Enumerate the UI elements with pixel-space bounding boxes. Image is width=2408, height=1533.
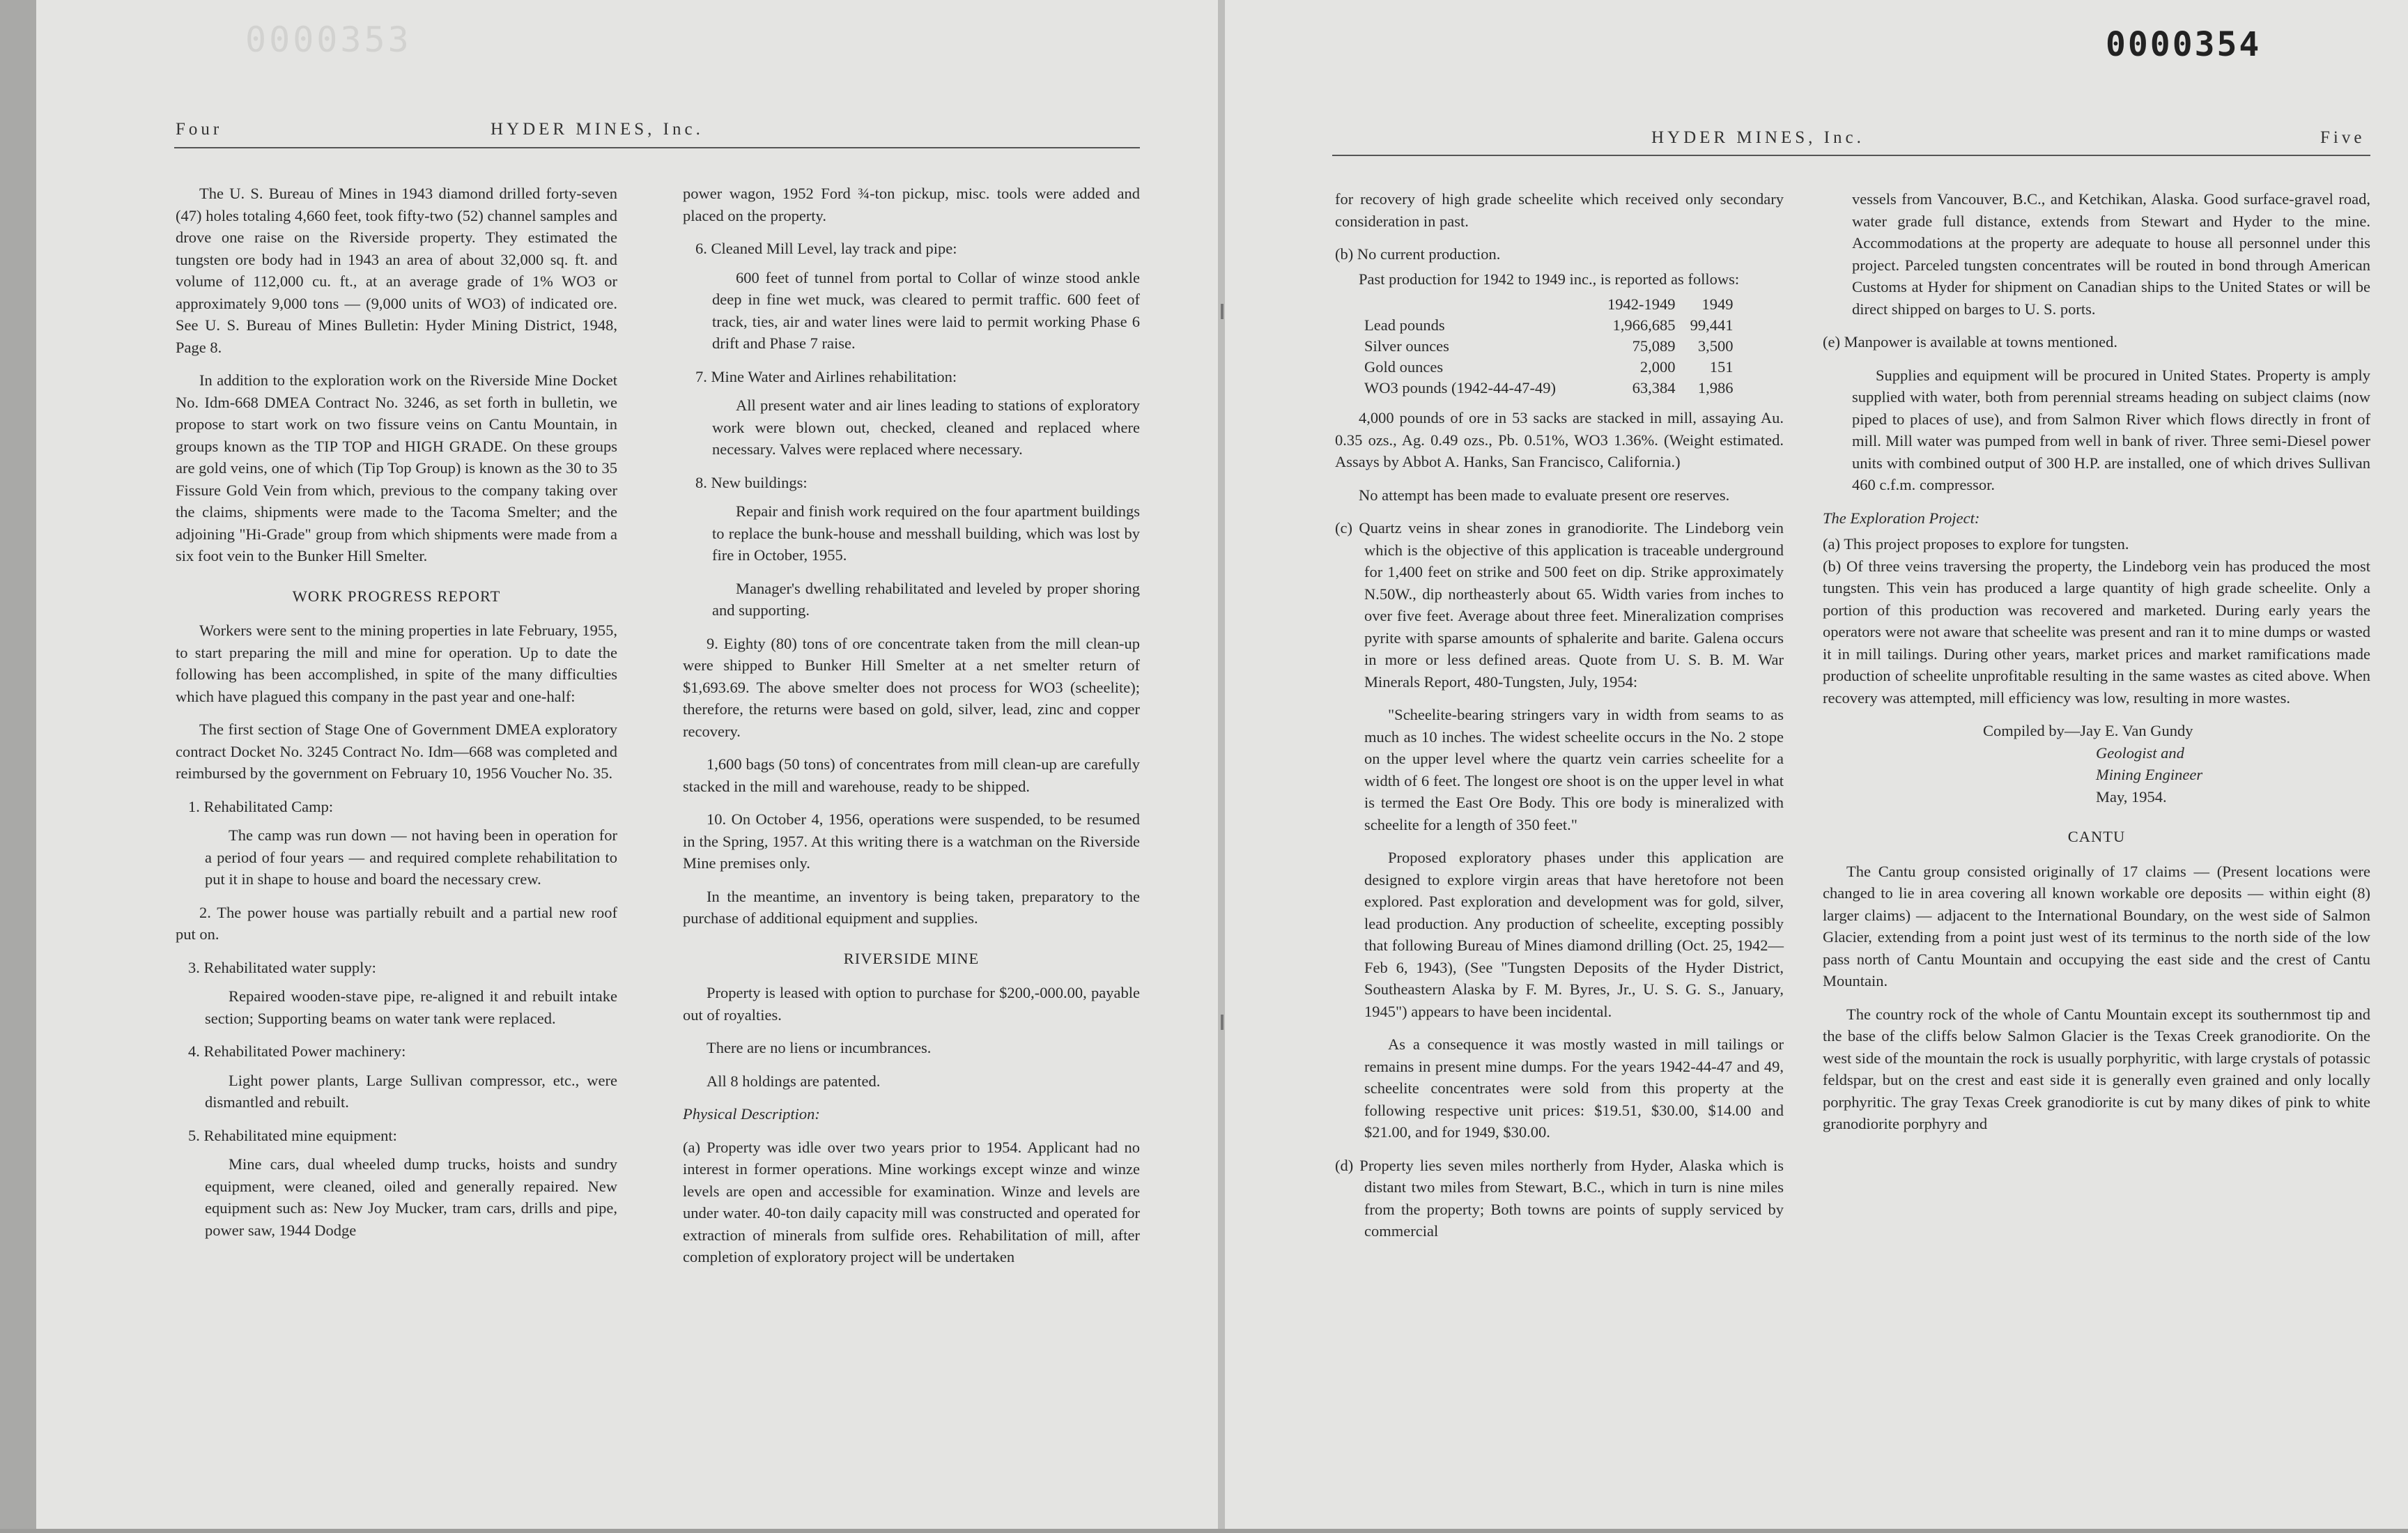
paragraph: (a) Property was idle over two years prior to 1954. Applicant had no interest in former operations. Mine workings except winze and winze levels are open and accessible for examination. Winze and levels are under water. 40-ton daily capacity mill was constructed and operated for extraction of minerals from sulfide ores. Rehabilitation of mill, after completion of exploratory project will be undertaken	[683, 1138, 1140, 1265]
item: 9. Eighty (80) tons of ore concentrate taken from the mill clean-up were shipped to Bunker Hill Smelter at a net smelter return of $1,693.69. The above smelter does not process for WO3 (scheelite); therefore, the returns were based on gold, silver, lead, zinc and copper recovery.	[683, 634, 1140, 740]
item-body: Proposed exploratory phases under this application are designed to explore virgin areas that have heretofore not been explored. Past exploration and development was for gold, silver, lead production. Any production of scheelite, excepting possibly that following Bureau of Mines diamond drilling (Oct. 25, 1942—Feb 6, 1943), (See "Tungsten Deposits of the Hyder District, Southeastern Alaska by F. M. Byres, Jr., U. S. G. S., January, 1945") appears to have been incidental.	[1364, 849, 1784, 1020]
signature-date: May, 1954.	[2096, 787, 2167, 806]
paragraph: The country rock of the whole of Cantu Mountain except its southernmost tip and the base of the cliffs below Salmon Glacier is the Texas Creek granodiorite. On the west side of the mountain the rock is usually porphyritic, with large crystals of potassic feldspar, but on the crest and east side it is generally even grained and only locally porphyritic. The gray Texas Creek granodiorite is cut by many dikes of pink to white granodiorite porphyry and	[1823, 1005, 2370, 1132]
item-body: As a consequence it was mostly wasted in mill tailings or remains in present mine dumps. For the years 1942-44-47 and 49, scheelite concentrates were sold from this property at the following respective unit prices: $19.51, $30.00, $14.00 and $21.00, and for 1949, $30.00.	[1364, 1035, 1784, 1141]
table-cell: 99,441	[1690, 316, 1734, 334]
paragraph: There are no liens or incumbrances.	[707, 1039, 932, 1056]
table-cell: 63,384	[1632, 379, 1676, 396]
item-body: Supplies and equipment will be procured in United States. Property is amply supplied with water, both from perennial streams heading on subject claims (now piped to places of use), and from Salmon River which flows directly in front of mill. Mill water was pumped from well in bank of river. Three semi-Diesel power units with combined output of 300 H.P. are installed, one of which drives Sullivan 460 c.f.m. compressor.	[1852, 366, 2370, 493]
item-body: Repair and finish work required on the four apartment buildings to replace the bunk-house and messhall building, which was lost by fire in October, 1955.	[712, 502, 1140, 564]
item: (d) Property lies seven miles northerly from Hyder, Alaska which is distant two miles from Stewart, B.C., which in turn is nine miles from the property; Both towns are points of supply serviced by commercial	[1335, 1156, 1784, 1240]
item-heading: 8. New buildings:	[695, 473, 808, 491]
item-heading: 6. Cleaned Mill Level, lay track and pipe:	[695, 240, 957, 257]
left-folio: Four	[176, 120, 223, 139]
paragraph: for recovery of high grade scheelite which received only secondary consideration in past.	[1335, 190, 1784, 230]
paragraph: In the meantime, an inventory is being taken, preparatory to the purchase of additional equipment and supplies.	[683, 887, 1140, 927]
right-folio: Five	[2320, 128, 2365, 147]
section-heading-cantu: CANTU	[2067, 828, 2126, 845]
item-heading: 5. Rehabilitated mine equipment:	[188, 1126, 397, 1144]
staple-mark	[1221, 1015, 1224, 1030]
left-header-rule	[174, 147, 1140, 148]
table-cell: 75,089	[1632, 337, 1676, 355]
left-column-2	[683, 183, 1140, 1279]
right-header-rule	[1332, 155, 2370, 156]
paragraph: No attempt has been made to evaluate present ore reserves.	[1359, 486, 1730, 504]
item-body: The camp was run down — not having been in operation for a period of four years — and required complete rehabilitation to put it in shape to house and board the necessary crew.	[205, 826, 617, 888]
item-body: Manager's dwelling rehabilitated and leveled by proper shoring and supporting.	[712, 579, 1140, 619]
paragraph: 1,600 bags (50 tons) of concentrates from mill clean-up are carefully stacked in the mill and warehouse, ready to be shipped.	[683, 755, 1140, 795]
paragraph: The first section of Stage One of Government DMEA exploratory contract Docket No. 3245 Contract No. Idm—668 was completed and reimbursed by the government on February 10, 1956 Voucher No. 35.	[176, 721, 617, 782]
paragraph: Property is leased with option to purchase for $200,-000.00, payable out of royalties.	[683, 984, 1140, 1024]
paragraph: power wagon, 1952 Ford ¾-ton pickup, misc. tools were added and placed on the property.	[683, 185, 1140, 224]
right-running-head: HYDER MINES, Inc.	[1651, 128, 1865, 147]
item-body: Light power plants, Large Sullivan compressor, etc., were dismantled and rebuilt.	[205, 1071, 617, 1111]
subheading-exploration-project: The Exploration Project:	[1823, 509, 1980, 527]
item: (c) Quartz veins in shear zones in granodiorite. The Lindeborg vein which is the objective of this application is traceable underground for 1,400 feet on strike and 500 feet on dip. Strike approximately N.50W., dip northeasterly about 65. Width varies from inches to over five feet. Average about three feet. Mineralization comprises pyrite with sparse amounts of sphalerite and barite. Galena occurs in more or less defined areas. Quote from U. S. B. M. War Minerals Report, 480-Tungsten, July, 1954:	[1335, 519, 1784, 691]
paragraph: Past production for 1942 to 1949 inc., is reported as follows:	[1359, 270, 1740, 288]
block-quote: "Scheelite-bearing stringers vary in width from seams to as much as 10 inches. The widest scheelite occurs in the No. 2 stope on the upper level where the quartz vein carries scheelite for a width of 6 feet. The longest ore shoot is on the upper level in what is termed the East Ore Body. This ore body is mineralized with scheelite for a length of 350 feet."	[1364, 706, 1784, 833]
paragraph: Workers were sent to the mining properties in late February, 1955, to start preparing the mill and mine for operation. Up to date the following has been accomplished, in spite of the many difficulties which have plagued this company in the past year and one-half:	[176, 622, 617, 705]
item: 10. On October 4, 1956, operations were suspended, to be resumed in the Spring, 1957. At this writing there is a watchman on the Riverside Mine premises only.	[683, 810, 1140, 872]
document-number-stamp: 0000354	[2106, 25, 2262, 64]
item-heading: 1. Rehabilitated Camp:	[188, 797, 334, 815]
table-cell: 3,500	[1697, 337, 1734, 355]
right-column-2	[1823, 188, 2370, 1146]
item-body: Mine cars, dual wheeled dump trucks, hoists and sundry equipment, were cleaned, oiled and generally repaired. New equipment such as: New Joy Mucker, tram cars, drills and pipe, power saw, 1944 Dodge	[205, 1155, 617, 1239]
right-page	[1225, 0, 2408, 1533]
table-header: 1942-1949	[1607, 295, 1676, 313]
table-row	[1364, 378, 1743, 399]
paragraph: The Cantu group consisted originally of 17 claims — (Present locations were changed to lie in area covering all known workable ore deposits — within eight (8) larger claims) — adjacent to the International Boundary, on the west side of Salmon Glacier, extending from a point just west of its terminus to the north side of the low pass north of Cantu Mountain and occupying the east side and the crest of Cantu Mountain.	[1823, 862, 2370, 989]
left-running-head: HYDER MINES, Inc.	[491, 120, 704, 139]
table-header	[1364, 294, 1566, 315]
paragraph: All 8 holdings are patented.	[707, 1072, 881, 1090]
subheading-physical-description: Physical Description:	[683, 1105, 820, 1123]
table-row	[1364, 357, 1743, 378]
paragraph: 4,000 pounds of ore in 53 sacks are stacked in mill, assaying Au. 0.35 ozs., Ag. 0.49 ozs., Pb. 0.51%, WO3 1.36%. (Weight estimated. Assays by Abbot A. Hanks, San Francisco, California.)	[1335, 409, 1784, 470]
table-cell: 1,966,685	[1612, 316, 1676, 334]
signature-title: Geologist and	[2096, 744, 2184, 762]
item-heading: 3. Rehabilitated water supply:	[188, 958, 376, 976]
table-cell: WO3 pounds (1942-44-47-49)	[1364, 379, 1556, 396]
production-table	[1364, 294, 1743, 399]
signature-line: Compiled by—Jay E. Van Gundy	[1983, 722, 2193, 739]
signature-title: Mining Engineer	[2096, 766, 2203, 783]
section-heading-work-progress: WORK PROGRESS REPORT	[292, 587, 501, 605]
staple-mark	[1221, 304, 1224, 319]
book-spine	[1218, 0, 1225, 1533]
signature-block	[1983, 720, 2370, 808]
table-header: 1949	[1701, 295, 1734, 313]
table-header-row	[1364, 294, 1743, 315]
right-column-1	[1335, 188, 1784, 1254]
left-page	[36, 0, 1218, 1533]
left-column-1	[176, 183, 617, 1252]
item: (e) Manpower is available at towns mentioned.	[1823, 333, 2117, 350]
item: (a) This project proposes to explore for tungsten.	[1823, 535, 2129, 553]
item: (b) No current production.	[1335, 245, 1501, 263]
bleed-through-stamp: 0000353	[245, 20, 412, 60]
table-cell: Gold ounces	[1364, 358, 1444, 376]
table-cell: Lead pounds	[1364, 316, 1445, 334]
table-cell: 151	[1709, 358, 1734, 376]
table-row	[1364, 315, 1743, 336]
item: 2. The power house was partially rebuilt and a partial new roof put on.	[176, 903, 617, 943]
bottom-edge	[0, 1529, 2408, 1533]
item: (b) Of three veins traversing the property, the Lindeborg vein has produced the most tungsten. This vein has produced a large quantity of high grade scheelite. Only a portion of this production was recovered and marketed. During early years the operators were not aware that scheelite was present and ran it to mine dumps or wasted it in mill tailings. During other years, market prices and market ramifications made production of scheelite unprofitable resulting in the same wastes as cited above. When recovery was attempted, mill efficiency was low, resulting in more wastes.	[1823, 557, 2370, 707]
item-body: Repaired wooden-stave pipe, re-aligned it and rebuilt intake section; Supporting beams on water tank were replaced.	[205, 987, 617, 1027]
item-heading: 4. Rehabilitated Power machinery:	[188, 1042, 406, 1060]
paragraph: In addition to the exploration work on the Riverside Mine Docket No. Idm-668 DMEA Contract No. 3246, as set forth in bulletin, we propose to start work on two fissure veins on Cantu Mountain, in groups known as the TIP TOP and HIGH GRADE. On these groups are gold veins, one of which (Tip Top Group) is known as the 30 to 35 Fissure Gold Vein from which, previous to the company taking over the claims, shipments were made to the Tacoma Smelter; and the adjoining "Hi-Grade" group from which shipments were made from a six foot vein to the Bunker Hill Smelter.	[176, 371, 617, 564]
table-cell: Silver ounces	[1364, 337, 1449, 355]
section-heading-riverside-mine: RIVERSIDE MINE	[843, 949, 980, 967]
table-cell: 1,986	[1697, 379, 1734, 396]
page-edge-shadow	[0, 0, 36, 1533]
item-body: All present water and air lines leading to stations of exploratory work were blown out, checked, cleaned and replaced where necessary. Valves were replaced where necessary.	[712, 396, 1140, 458]
item-heading: 7. Mine Water and Airlines rehabilitation:	[695, 367, 957, 385]
table-row	[1364, 336, 1743, 357]
paragraph: The U. S. Bureau of Mines in 1943 diamond drilled forty-seven (47) holes totaling 4,660 feet, took fifty-two (52) channel samples and drove one raise on the Riverside property. They estimated the tungsten ore body had in 1943 an area of about 32,000 sq. ft. and volume of 112,000 cu. ft., at an average grade of 1% WO3 or approximately 9,000 tons — (9,000 units of WO3) of indicated ore. See U. S. Bureau of Mines Bulletin: Hyder Mining District, 1948, Page 8.	[176, 185, 617, 356]
table-cell: 2,000	[1639, 358, 1676, 376]
paragraph: vessels from Vancouver, B.C., and Ketchikan, Alaska. Good surface-gravel road, water grade full distance, extends from Stewart and Hyder to the mine. Accommodations at the property are adequate to house all personnel under this project. Parceled tungsten concentrates will be routed in bond through American Customs at Hyder for shipment on Canadian ships to the United States or will be direct shipped on barges to U. S. ports.	[1852, 190, 2370, 318]
item-body: 600 feet of tunnel from portal to Collar of winze stood ankle deep in fine wet muck, was cleared to permit traffic. 600 feet of track, ties, air and water lines were laid to permit working Phase 6 drift and Phase 7 raise.	[712, 268, 1140, 352]
